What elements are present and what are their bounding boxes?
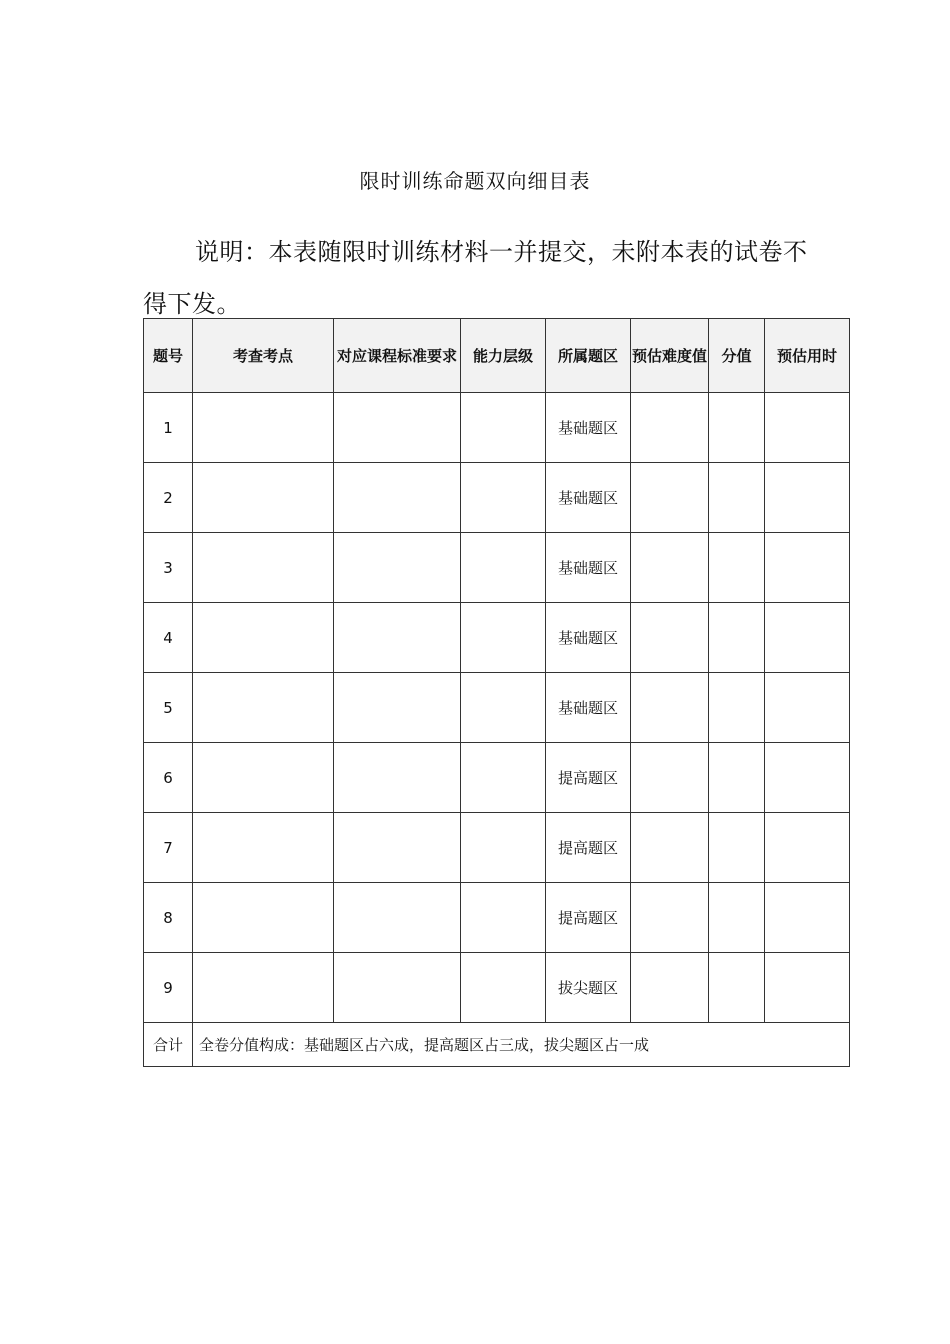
exam-point-cell: [193, 813, 334, 883]
score-cell: [709, 953, 765, 1023]
difficulty-cell: [631, 603, 709, 673]
curriculum-standard-cell: [334, 533, 461, 603]
question-number-cell: 6: [144, 743, 193, 813]
zone-cell: 提高题区: [546, 883, 631, 953]
question-number-cell: 4: [144, 603, 193, 673]
ability-level-cell: [461, 533, 546, 603]
table-row: [144, 533, 850, 603]
table-row: [144, 743, 850, 813]
score-cell: [709, 603, 765, 673]
table-row: [144, 603, 850, 673]
curriculum-standard-cell: [334, 603, 461, 673]
zone-cell: 拔尖题区: [546, 953, 631, 1023]
exam-point-cell: [193, 533, 334, 603]
zone-cell: 提高题区: [546, 743, 631, 813]
header-row: [144, 319, 850, 393]
difficulty-cell: [631, 813, 709, 883]
score-cell: [709, 883, 765, 953]
question-number-cell: 2: [144, 463, 193, 533]
score-cell: [709, 743, 765, 813]
table-row: [144, 673, 850, 743]
zone-cell: 基础题区: [546, 603, 631, 673]
header-time: 预估用时: [765, 319, 850, 393]
exam-point-cell: [193, 603, 334, 673]
curriculum-standard-cell: [334, 883, 461, 953]
total-label: 合计: [144, 1023, 193, 1067]
zone-cell: 基础题区: [546, 393, 631, 463]
time-cell: [765, 603, 850, 673]
header-ability-level: 能力层级: [461, 319, 546, 393]
difficulty-cell: [631, 393, 709, 463]
curriculum-standard-cell: [334, 743, 461, 813]
difficulty-cell: [631, 533, 709, 603]
total-row: [144, 1023, 850, 1067]
time-cell: [765, 393, 850, 463]
table-row: [144, 813, 850, 883]
header-score: 分值: [709, 319, 765, 393]
zone-cell: 基础题区: [546, 673, 631, 743]
time-cell: [765, 743, 850, 813]
score-cell: [709, 533, 765, 603]
table-row: [144, 393, 850, 463]
score-cell: [709, 463, 765, 533]
question-number-cell: 7: [144, 813, 193, 883]
time-cell: [765, 953, 850, 1023]
total-description: 全卷分值构成：基础题区占六成，提高题区占三成，拔尖题区占一成: [193, 1023, 850, 1067]
question-number-cell: 9: [144, 953, 193, 1023]
time-cell: [765, 673, 850, 743]
exam-point-cell: [193, 673, 334, 743]
ability-level-cell: [461, 673, 546, 743]
difficulty-cell: [631, 743, 709, 813]
curriculum-standard-cell: [334, 673, 461, 743]
table-row: [144, 463, 850, 533]
time-cell: [765, 813, 850, 883]
time-cell: [765, 883, 850, 953]
curriculum-standard-cell: [334, 393, 461, 463]
exam-point-cell: [193, 953, 334, 1023]
page-title: 限时训练命题双向细目表: [359, 169, 591, 193]
curriculum-standard-cell: [334, 813, 461, 883]
exam-point-cell: [193, 743, 334, 813]
score-cell: [709, 393, 765, 463]
ability-level-cell: [461, 603, 546, 673]
exam-point-cell: [193, 463, 334, 533]
spec-table: [143, 318, 850, 1067]
ability-level-cell: [461, 743, 546, 813]
header-difficulty: 预估难度值: [631, 319, 709, 393]
header-zone: 所属题区: [546, 319, 631, 393]
header-question-no: 题号: [144, 319, 193, 393]
score-cell: [709, 813, 765, 883]
question-number-cell: 1: [144, 393, 193, 463]
question-number-cell: 8: [144, 883, 193, 953]
question-number-cell: 5: [144, 673, 193, 743]
difficulty-cell: [631, 673, 709, 743]
zone-cell: 提高题区: [546, 813, 631, 883]
zone-cell: 基础题区: [546, 533, 631, 603]
time-cell: [765, 533, 850, 603]
exam-point-cell: [193, 883, 334, 953]
score-cell: [709, 673, 765, 743]
zone-cell: 基础题区: [546, 463, 631, 533]
ability-level-cell: [461, 393, 546, 463]
table-row: [144, 883, 850, 953]
difficulty-cell: [631, 953, 709, 1023]
ability-level-cell: [461, 953, 546, 1023]
table-row: [144, 953, 850, 1023]
difficulty-cell: [631, 883, 709, 953]
ability-level-cell: [461, 463, 546, 533]
time-cell: [765, 463, 850, 533]
difficulty-cell: [631, 463, 709, 533]
curriculum-standard-cell: [334, 953, 461, 1023]
header-exam-point: 考查考点: [193, 319, 334, 393]
question-number-cell: 3: [144, 533, 193, 603]
header-curriculum-standard: 对应课程标准要求: [334, 319, 461, 393]
ability-level-cell: [461, 813, 546, 883]
instruction-note: 说明：本表随限时训练材料一并提交，未附本表的试卷不得下发。: [143, 238, 808, 318]
exam-point-cell: [193, 393, 334, 463]
ability-level-cell: [461, 883, 546, 953]
curriculum-standard-cell: [334, 463, 461, 533]
